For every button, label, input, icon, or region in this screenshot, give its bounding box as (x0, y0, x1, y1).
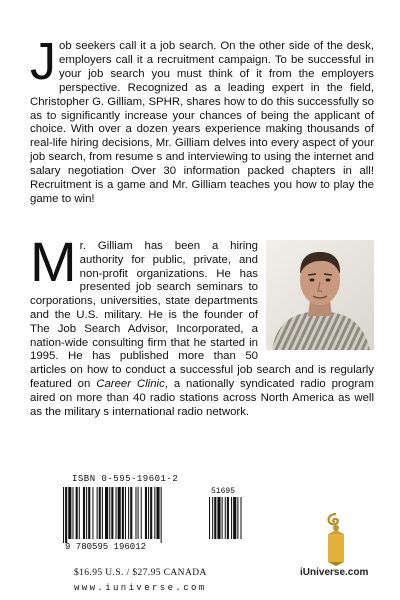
book-description (30, 33, 374, 207)
ean-barcode-bars (63, 487, 162, 543)
bio-radio-show-title: Career Clinic (96, 377, 165, 390)
author-photo (266, 240, 374, 350)
author-bio (30, 230, 374, 419)
price-label: $16.95 U.S. / $27.95 CANADA (74, 568, 207, 578)
description-text: ob seekers call it a job search. On the other side of the desk, employers call it a recruitment campaign. To be successful in your job search you must think of it from the employers perspective. Recognized as a leading expert in the field, Christopher G. Gilliam, SPHR, shares how to do this successfully so as to significantly increase your chances of being the applicant of choice. With over a dozen years experience making thousands of real-life hiring decisions, Mr. Gilliam delves into every aspect of your job search, from resume s and interviewing to using the internet and salary negotiation Over 30 information packed chapters in all! Recruitment is a game and Mr. Gilliam teaches you how to play the game to win! (30, 40, 374, 205)
iuniverse-logo-icon (314, 510, 358, 570)
bio-text-part2: , a nationally syndicated radio program aired on more than 40 radio stations across North America as well as the military s international radio network. (30, 377, 374, 418)
addon-digits: 51695 (211, 487, 236, 496)
ean-digits: 9 780595 196012 (65, 542, 147, 551)
bio-text-part1: r. Gilliam has been a hiring authority for public, private, and non-profit organizations. He has presented job search seminars to corporations, universities, state departments and the U.S. military. He is the founder of The Job Search Advisor, Incorporated, a nation-wide consulting firm that he started in 1995. He has published more than 50 articles on how to conduct a successful job search and is regularly featured on (30, 240, 374, 390)
description-dropcap: J (30, 33, 56, 91)
barcode (61, 485, 257, 551)
bio-dropcap: M (30, 230, 77, 293)
publisher-url: www.iuniverse.com (74, 583, 207, 593)
addon-barcode-bars (209, 497, 242, 539)
isbn-label: ISBN 0-595-19601-2 (72, 474, 179, 484)
publisher-logo-text: iUniverse.com (300, 567, 369, 578)
